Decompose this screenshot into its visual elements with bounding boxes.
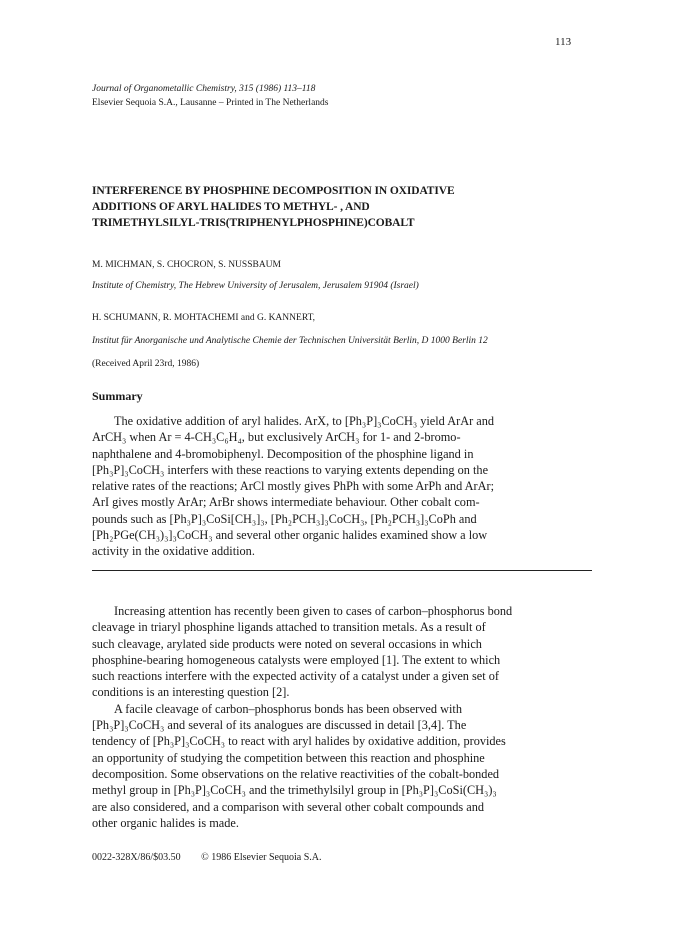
- title-line: INTERFERENCE BY PHOSPHINE DECOMPOSITION IN OXIDATIVE: [92, 185, 455, 197]
- journal-header: [92, 82, 328, 110]
- body-line: A facile cleavage of carbon–phosphorus bonds has been observed with: [114, 701, 462, 716]
- footer-copyright: © 1986 Elsevier Sequoia S.A.: [201, 852, 322, 863]
- authors-group-1: M. MICHMAN, S. CHOCRON, S. NUSSBAUM: [92, 260, 281, 270]
- body-line: such reactions interfere with the expected activity of a catalyst under a given set of: [92, 669, 499, 684]
- authors-group-2: H. SCHUMANN, R. MOHTACHEMI and G. KANNERT,: [92, 313, 316, 323]
- summary-heading: Summary: [92, 389, 143, 403]
- body-line: phosphine-bearing homogeneous catalysts were employed [1]. The extent to which: [92, 652, 501, 667]
- summary-line: relative rates of the reactions; ArCl mostly gives PhPh with some ArPh and ArAr;: [92, 479, 494, 494]
- body-line: Increasing attention has recently been given to cases of carbon–phosphorus bond: [114, 604, 513, 618]
- body-line: tendency of [Ph₃P]₃CoCH₃ to react with aryl halides by oxidative addition, provides: [92, 734, 506, 749]
- body-line: decomposition. Some observations on the relative reactivities of the cobalt-bonded: [92, 766, 500, 781]
- body-line: such cleavage, arylated side products were noted on several occasions in which: [92, 636, 482, 651]
- body-line: other organic halides is made.: [92, 815, 239, 830]
- body-line: are also considered, and a comparison with several other cobalt compounds and: [92, 799, 485, 814]
- journal-citation: Journal of Organometallic Chemistry, 315 (1986) 113–118: [92, 84, 316, 94]
- page-number: 113: [555, 36, 572, 48]
- section-divider: [92, 570, 592, 571]
- summary-line: pounds such as [Ph₃P]₃CoSi[CH₃]₃, [Ph₂PCH₃]₃CoCH₃, [Ph₂PCH₃]₃CoPh and: [92, 511, 477, 526]
- article-title: [92, 183, 592, 231]
- received-date: (Received April 23rd, 1986): [92, 359, 200, 369]
- body-line: conditions is an interesting question [2].: [92, 685, 290, 700]
- footer: [92, 852, 339, 863]
- summary-line: The oxidative addition of aryl halides. ArX, to [Ph₃P]₃CoCH₃ yield ArAr and: [114, 414, 495, 428]
- affiliation-2: Institut für Anorganische und Analytische Chemie der Technischen Universität Berlin, D 1000 Berlin 12: [92, 336, 488, 346]
- summary-line: ArI gives mostly ArAr; ArBr shows intermediate behaviour. Other cobalt com-: [92, 495, 480, 510]
- summary-line: ArCH₃ when Ar = 4-CH₃C₆H₄, but exclusively ArCH₃ for 1- and 2-bromo-: [92, 430, 461, 445]
- summary-paragraph: [92, 413, 592, 560]
- summary-line: [Ph₂PGe(CH₃)₃]₃CoCH₃ and several other organic halides examined show a low: [92, 528, 488, 543]
- affiliation-1: Institute of Chemistry, The Hebrew University of Jerusalem, Jerusalem 91904 (Israel): [92, 281, 419, 291]
- summary-line: naphthalene and 4-bromobiphenyl. Decomposition of the phosphine ligand in: [92, 446, 474, 461]
- body-line: [Ph₃P]₃CoCH₃ and several of its analogues are discussed in detail [3,4]. The: [92, 718, 467, 733]
- body-line: an opportunity of studying the competition between this reaction and phosphine: [92, 750, 485, 765]
- summary-line: [Ph₃P]₃CoCH₃ interfers with these reactions to varying extents depending on the: [92, 462, 489, 477]
- publisher-line: Elsevier Sequoia S.A., Lausanne – Printed in The Netherlands: [92, 98, 329, 108]
- summary-line: activity in the oxidative addition.: [92, 544, 255, 559]
- footer-issn-price: 0022-328X/86/$03.50: [92, 852, 181, 863]
- title-line: TRIMETHYLSILYL-TRIS(TRIPHENYLPHOSPHINE)COBALT: [92, 217, 415, 229]
- title-line: ADDITIONS OF ARYL HALIDES TO METHYL- , AND: [92, 201, 370, 213]
- body-line: cleavage in triaryl phosphine ligands attached to transition metals. As a result of: [92, 620, 486, 635]
- body-line: methyl group in [Ph₃P]₃CoCH₃ and the trimethylsilyl group in [Ph₃P]₃CoSi(CH₃)₃: [92, 783, 497, 798]
- body-paragraph-1: [92, 603, 592, 831]
